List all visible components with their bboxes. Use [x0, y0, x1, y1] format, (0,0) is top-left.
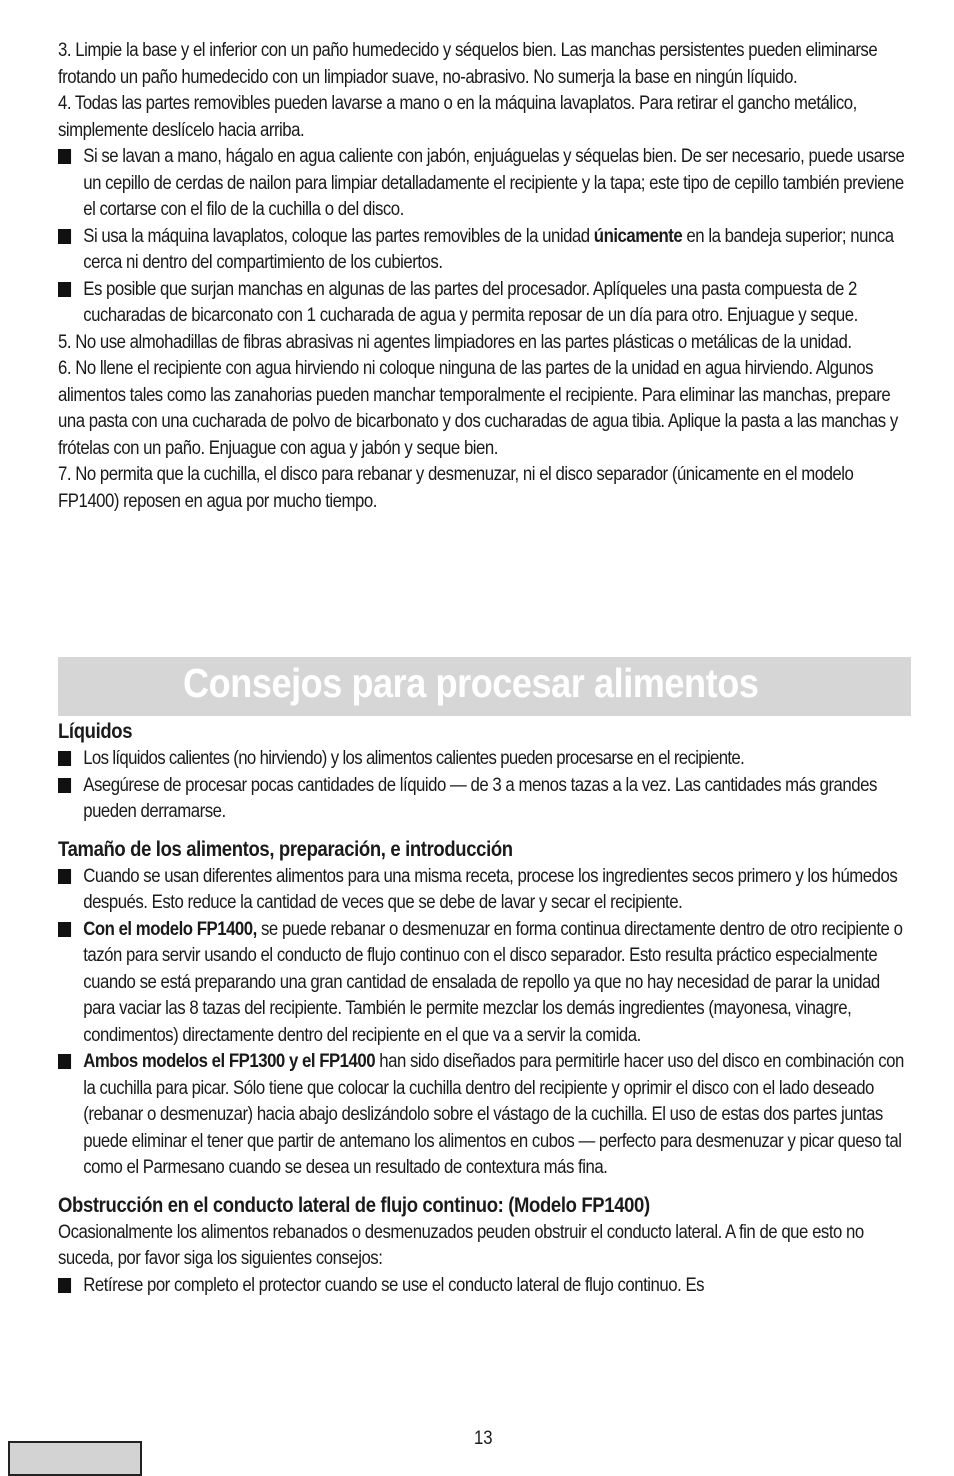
list-item: Es posible que surjan manchas en algunas de las partes del procesador. Aplíqueles una pasta compuesta de 2 cucharadas de bicarconato con 1 cucharada de agua y permita reposar de un día para otro. Enjuague y seque. [58, 277, 914, 330]
square-bullet-icon [58, 869, 71, 884]
list-item: Retírese por completo el protector cuando se use el conducto lateral de flujo continuo. Es [58, 1273, 914, 1300]
paragraph-5: 5. No use almohadillas de fibras abrasivas ni agentes limpiadores en las partes plásticas o metálicas de la unidad. [58, 331, 852, 353]
list-item: Los líquidos calientes (no hirviendo) y los alimentos calientes pueden procesarse en el recipiente. [58, 746, 914, 773]
paragraph-3: 3. Limpie la base y el inferior con un paño humedecido y séquelos bien. Las manchas persistentes pueden eliminarse frotando un paño humedecido con un limpiador suave, no-abrasivo. No sumerja la base en ningún líquido. [58, 40, 878, 88]
list-item: Con el modelo FP1400, se puede rebanar o desmenuzar en forma continua directamente dentro de otro recipiente o tazón para servir usando el conducto de flujo continuo con el disco separador. Esto resulta práctico especialmente cuando se está preparando una gran cantidad de ensalada de repollo ya que no hay necesidad de parar la unidad para vaciar las 8 tazas del recipiente. También le permite mezclar los demás ingredientes (mayonesa, vinagre, condimentos) directamente dentro del recipiente en el que va a servir la comida. [58, 917, 914, 1050]
obstruccion-intro: Ocasionalmente los alimentos rebanados o desmenuzados peuden obstruir el conducto lateral. A fin de que esto no suceda, por favor siga los siguientes consejos: [58, 1221, 864, 1269]
list-item: Ambos modelos el FP1300 y el FP1400 han sido diseñados para permitirle hacer uso del disco en combinación con la cuchilla para picar. Sólo tiene que colocar la cuchilla dentro del recipiente y oprimir el disco con el lado deseado (rebanar o desmenuzar) hacia abajo deslizándolo sobre el vástago de la cuchilla. El uso de estas dos partes juntas puede eliminar el tener que partir de antemano los alimentos en cubos — perfecto para desmenuzar y picar queso tal como el Parmesano cuando se desea un resultado de contextura más fina. [58, 1049, 914, 1182]
square-bullet-icon [58, 922, 71, 937]
square-bullet-icon [58, 751, 71, 766]
list-item: Si se lavan a mano, hágalo en agua caliente con jabón, enjuáguelas y séquelas bien. De ser necesario, puede usarse un cepillo de cerdas de nailon para limpiar detalladamente el recipiente y la tapa; este tipo de cepillo también previene el cortarse con el filo de la cuchilla o del disco. [58, 144, 914, 224]
list-item: Si usa la máquina lavaplatos, coloque las partes removibles de la unidad únicamente en la bandeja superior; nunca cerca ni dentro del compartimiento de los cubiertos. [58, 224, 914, 277]
square-bullet-icon [58, 282, 71, 297]
paragraph-7: 7. No permita que la cuchilla, el disco para rebanar y desmenuzar, ni el disco separador (únicamente en el modelo FP1400) reposen en agua por mucho tiempo. [58, 464, 854, 512]
banner-title: Consejos para procesar alimentos [183, 660, 759, 706]
list-item: Asegúrese de procesar pocas cantidades de líquido — de 3 a menos tazas a la vez. Las cantidades más grandes pueden derramarse. [58, 773, 914, 826]
tamano-heading: Tamaño de los alimentos, preparación, e introducción [58, 837, 513, 861]
obstruccion-heading: Obstrucción en el conducto lateral de flujo continuo: (Modelo FP1400) [58, 1193, 650, 1217]
square-bullet-icon [58, 149, 71, 164]
square-bullet-icon [58, 1278, 71, 1293]
tips-content [58, 718, 914, 1299]
page-number: 13 [474, 1428, 493, 1449]
square-bullet-icon [58, 229, 71, 244]
page-content [58, 38, 914, 515]
square-bullet-icon [58, 1054, 71, 1069]
list-item: Cuando se usan diferentes alimentos para una misma receta, procese los ingredientes secos primero y los húmedos después. Esto reduce la cantidad de veces que se debe de lavar y secar el recipiente. [58, 864, 914, 917]
liquidos-heading: Líquidos [58, 720, 133, 743]
corner-tab-box [8, 1441, 142, 1476]
paragraph-4: 4. Todas las partes removibles pueden lavarse a mano o en la máquina lavaplatos. Para retirar el gancho metálico, simplemente deslícelo hacia arriba. [58, 93, 857, 141]
square-bullet-icon [58, 778, 71, 793]
section-banner [58, 657, 911, 716]
paragraph-6: 6. No llene el recipiente con agua hirviendo ni coloque ninguna de las partes de la unidad en agua hirviendo. Algunos alimentos tales como las zanahorias pueden manchar temporalmente el recipiente. Para eliminar las manchas, prepare una pasta con una cucharada de polvo de bicarbonato y dos cucharadas de agua tibia. Aplique la pasta a las manchas y frótelas con un paño. Enjuague con agua y jabón y seque bien. [58, 358, 898, 459]
